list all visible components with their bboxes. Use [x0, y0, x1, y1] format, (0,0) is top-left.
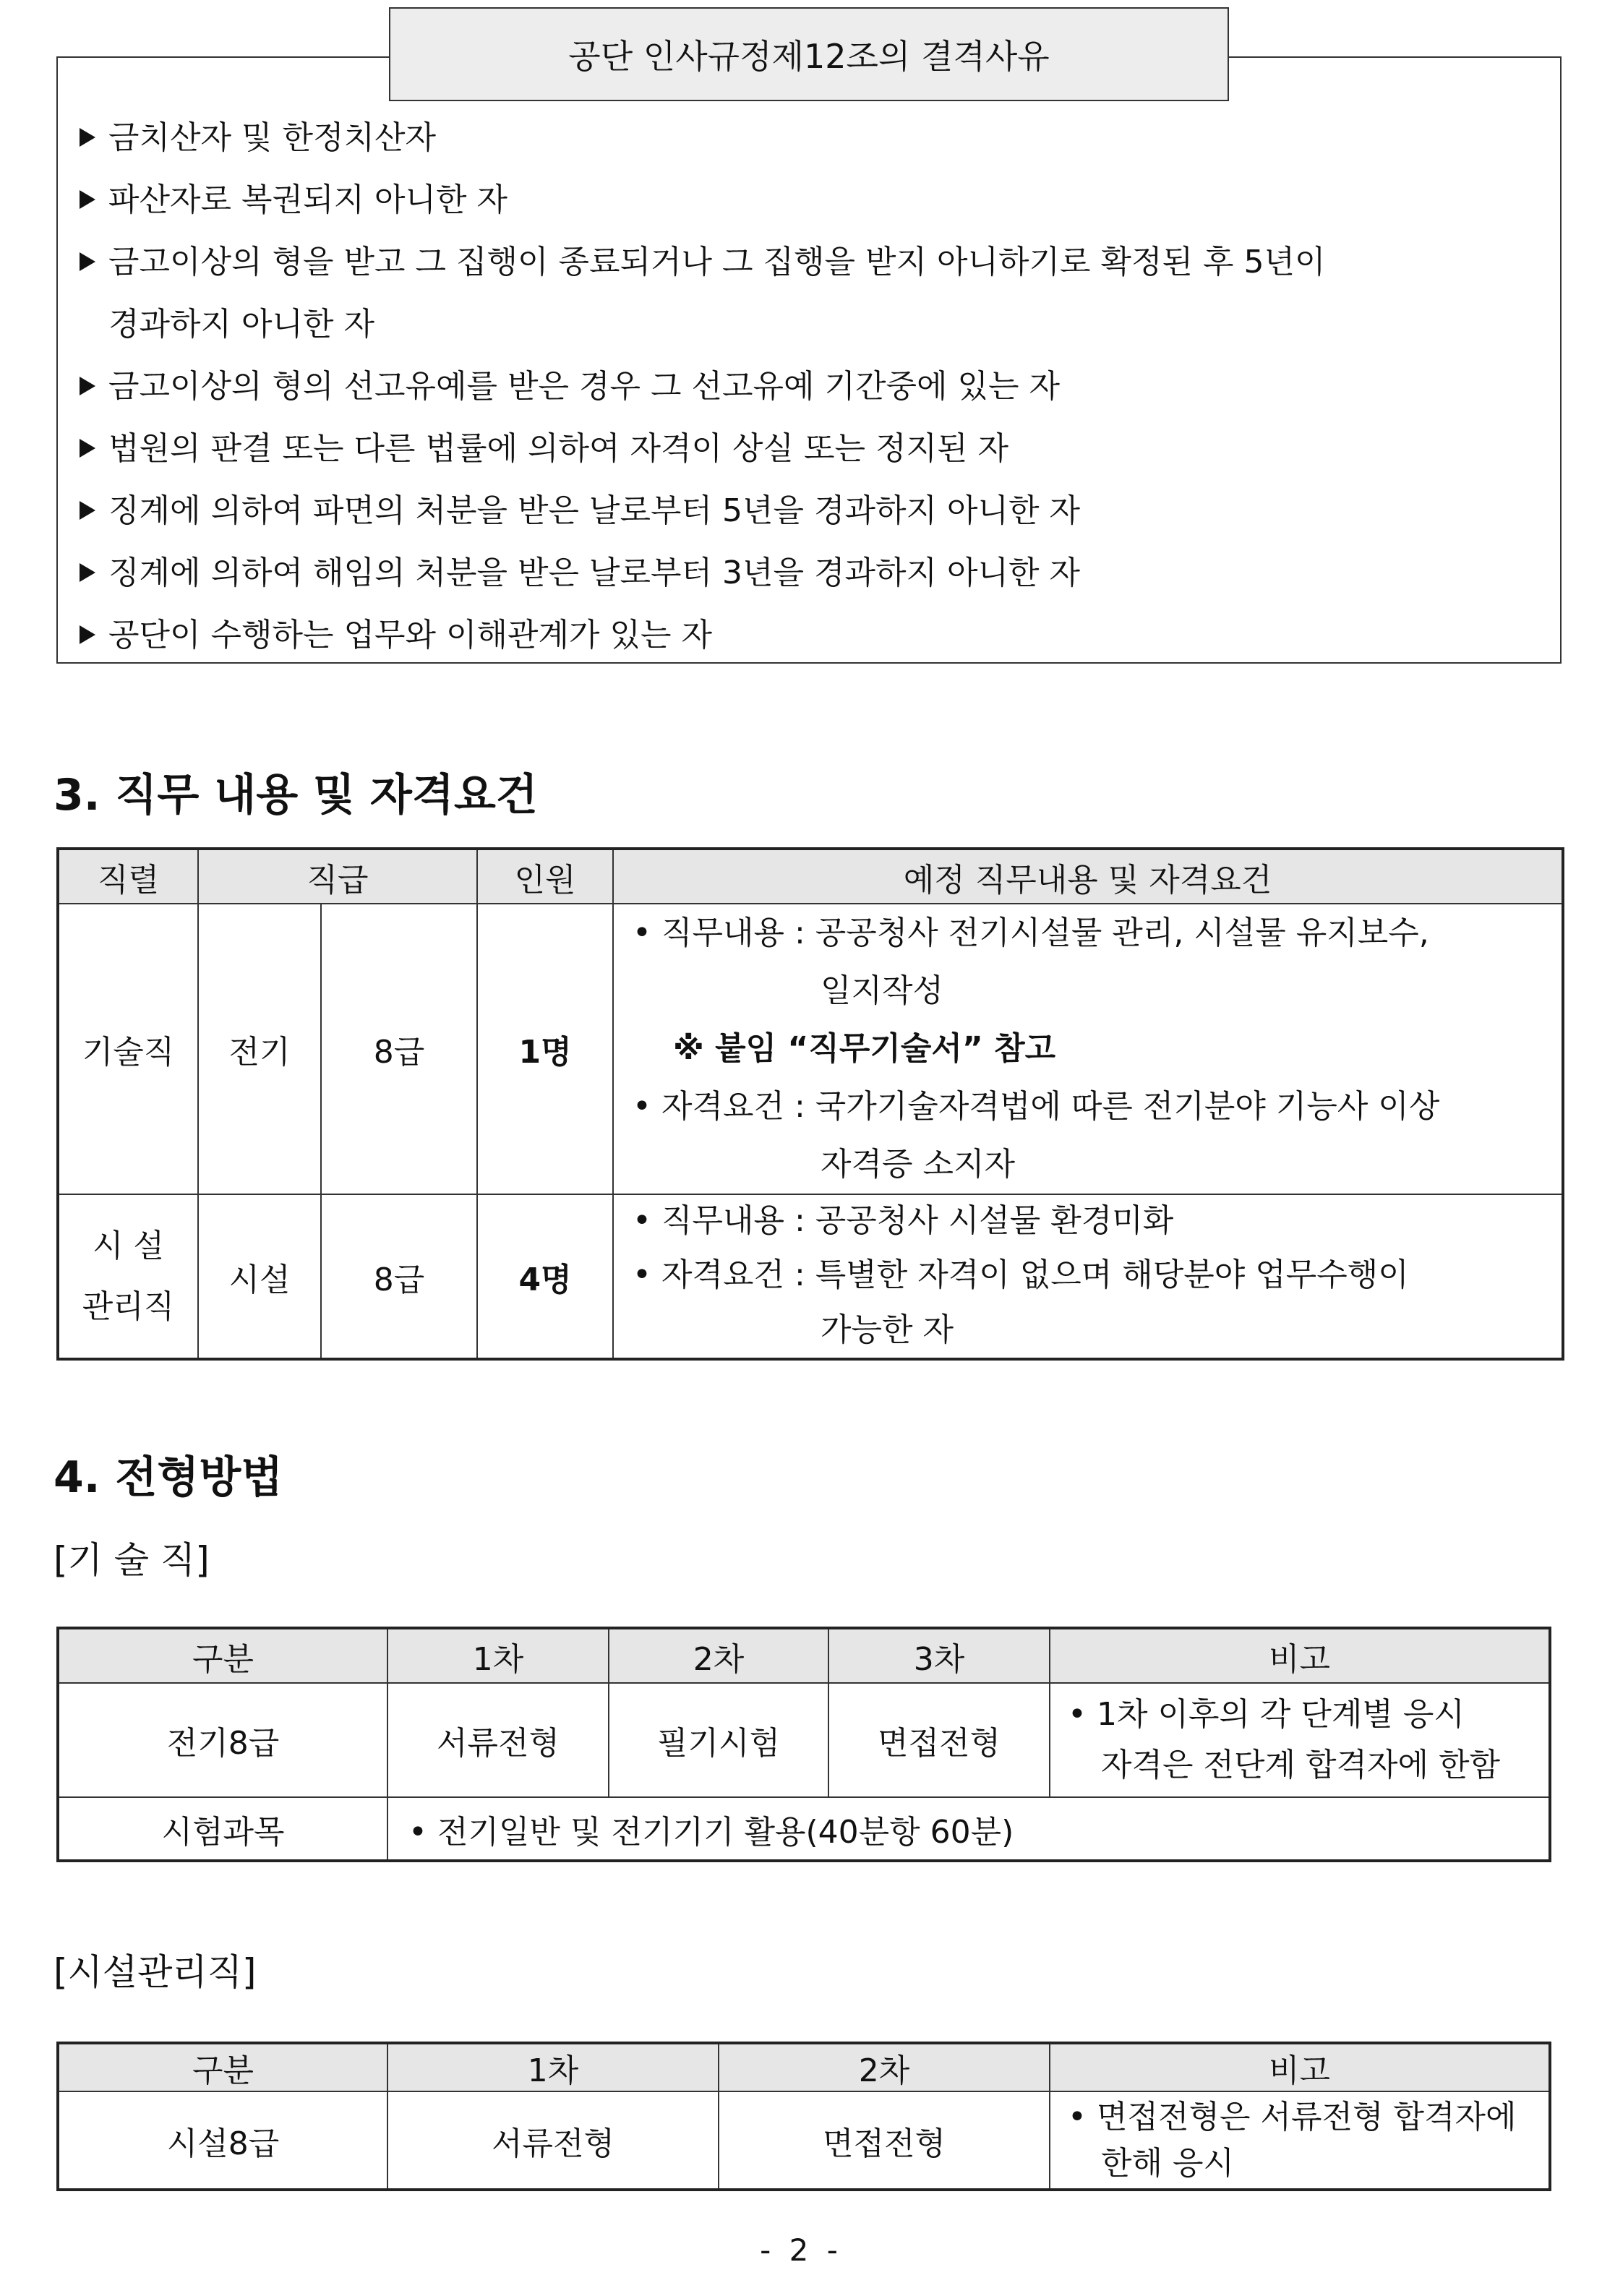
bullet-icon: •	[633, 1088, 651, 1125]
series-cell: 기술직	[58, 904, 198, 1194]
job-table	[56, 847, 1564, 1361]
duty-text: 공공청사 시설물 환경미화	[815, 1202, 1174, 1239]
bullet-icon: •	[633, 914, 651, 951]
stage-2-cell: 면접전형	[719, 2091, 1050, 2190]
list-item: 징계에 의하여 해임의 처분을 받은 날로부터 3년을 경과하지 아니한 자	[108, 542, 1325, 604]
field-cell: 전기	[198, 904, 321, 1194]
count-cell: 1명	[477, 904, 613, 1194]
list-item-continuation: 경과하지 아니한 자	[108, 306, 375, 343]
list-item: 법원의 판결 또는 다른 법률에 의하여 자격이 상실 또는 정지된 자	[108, 418, 1325, 480]
qual-line	[633, 1247, 1562, 1303]
remark-line-2: 한해 응시	[1101, 2144, 1235, 2182]
bullet-icon: •	[633, 1256, 651, 1293]
remark-line-1	[1068, 2094, 1549, 2141]
bullet-icon: •	[408, 1813, 427, 1851]
remark-text: 1차 이후의 각 단계별 응시	[1096, 1696, 1465, 1733]
description-cell	[613, 1194, 1563, 1359]
count-cell: 4명	[477, 1194, 613, 1359]
series-line-1: 시 설	[93, 1227, 164, 1264]
qual-text-cont: 가능한 자	[821, 1311, 954, 1348]
table-header-row	[58, 1628, 1550, 1683]
disqualification-list	[108, 107, 1325, 667]
disqualification-title: 공단 인사규정제12조의 결격사유	[389, 7, 1229, 101]
qual-text: 국가기술자격법에 따른 전기분야 기능사 이상	[815, 1088, 1440, 1125]
header-stage-1: 1차	[387, 2043, 719, 2091]
stage-2-cell: 필기시험	[609, 1683, 828, 1797]
duty-label: 직무내용 :	[661, 1202, 805, 1239]
duty-text: 공공청사 전기시설물 관리, 시설물 유지보수,	[815, 914, 1429, 951]
facility-selection-table	[56, 2042, 1551, 2191]
header-description: 예정 직무내용 및 자격요건	[613, 849, 1563, 904]
header-remark: 비고	[1050, 2043, 1550, 2091]
remark-text: 면접전형은 서류전형 합격자에	[1096, 2098, 1517, 2136]
subject-cell	[387, 1797, 1550, 1861]
remark-line-2: 자격은 전단계 합격자에 한함	[1101, 1747, 1501, 1783]
table-header-row	[58, 849, 1563, 904]
category-cell: 시설8급	[58, 2091, 387, 2190]
page-number: - 2 -	[760, 2232, 842, 2268]
bullet-icon: •	[633, 1202, 651, 1239]
remark-cell	[1050, 2091, 1550, 2190]
list-item: 공단이 수행하는 업무와 이해관계가 있는 자	[108, 604, 1325, 667]
header-stage-1: 1차	[387, 1628, 609, 1683]
header-grade: 직급	[198, 849, 477, 904]
subject-label-cell: 시험과목	[58, 1797, 387, 1861]
section4-heading: 4. 전형방법	[53, 1452, 283, 1503]
table-row	[58, 1683, 1550, 1797]
duty-line	[633, 904, 1562, 962]
stage-1-cell: 서류전형	[387, 2091, 719, 2190]
remark-line-1	[1068, 1689, 1549, 1740]
header-stage-3: 3차	[828, 1628, 1050, 1683]
table-row	[58, 904, 1563, 1194]
bullet-icon: •	[1068, 1696, 1087, 1733]
qual-label: 자격요건 :	[661, 1256, 805, 1293]
header-category: 구분	[58, 2043, 387, 2091]
header-stage-2: 2차	[609, 1628, 828, 1683]
qual-line	[633, 1078, 1562, 1136]
table-row	[58, 1797, 1550, 1861]
tech-subheading: [기 술 직]	[53, 1539, 210, 1581]
series-cell	[58, 1194, 198, 1359]
tech-selection-table	[56, 1627, 1551, 1862]
header-category: 구분	[58, 1628, 387, 1683]
field-cell: 시설	[198, 1194, 321, 1359]
list-item: 파산자로 복권되지 아니한 자	[108, 169, 1325, 231]
header-stage-2: 2차	[719, 2043, 1050, 2091]
stage-3-cell: 면접전형	[828, 1683, 1050, 1797]
qual-label: 자격요건 :	[661, 1088, 805, 1125]
reference-note: ※ 붙임 “직무기술서” 참고	[673, 1030, 1056, 1067]
qual-text-cont: 자격증 소지자	[821, 1146, 1016, 1183]
header-series: 직렬	[58, 849, 198, 904]
header-count: 인원	[477, 849, 613, 904]
table-row	[58, 1194, 1563, 1359]
subject-text: 전기일반 및 전기기기 활용(40분항 60분)	[437, 1813, 1014, 1851]
category-cell: 전기8급	[58, 1683, 387, 1797]
list-item: 징계에 의하여 파면의 처분을 받은 날로부터 5년을 경과하지 아니한 자	[108, 480, 1325, 542]
list-item: 금고이상의 형을 받고 그 집행이 종료되거나 그 집행을 받지 아니하기로 확정된 후 5년이	[108, 231, 1325, 294]
section3-heading: 3. 직무 내용 및 자격요건	[53, 770, 538, 821]
series-line-2: 관리직	[82, 1288, 175, 1325]
qual-text: 특별한 자격이 없으며 해당분야 업무수행이	[815, 1256, 1409, 1293]
header-remark: 비고	[1050, 1628, 1550, 1683]
list-item: 금고이상의 형의 선고유예를 받은 경우 그 선고유예 기간중에 있는 자	[108, 356, 1325, 418]
duty-line	[633, 1195, 1562, 1247]
list-item: 금치산자 및 한정치산자	[108, 107, 1325, 169]
grade-cell: 8급	[321, 904, 477, 1194]
duty-label: 직무내용 :	[661, 914, 805, 951]
facility-subheading: [시설관리직]	[53, 1951, 257, 1993]
table-header-row	[58, 2043, 1550, 2091]
remark-cell	[1050, 1683, 1550, 1797]
table-row	[58, 2091, 1550, 2190]
duty-text-cont: 일지작성	[821, 972, 944, 1009]
stage-1-cell: 서류전형	[387, 1683, 609, 1797]
bullet-icon: •	[1068, 2098, 1087, 2136]
description-cell	[613, 904, 1563, 1194]
grade-cell: 8급	[321, 1194, 477, 1359]
